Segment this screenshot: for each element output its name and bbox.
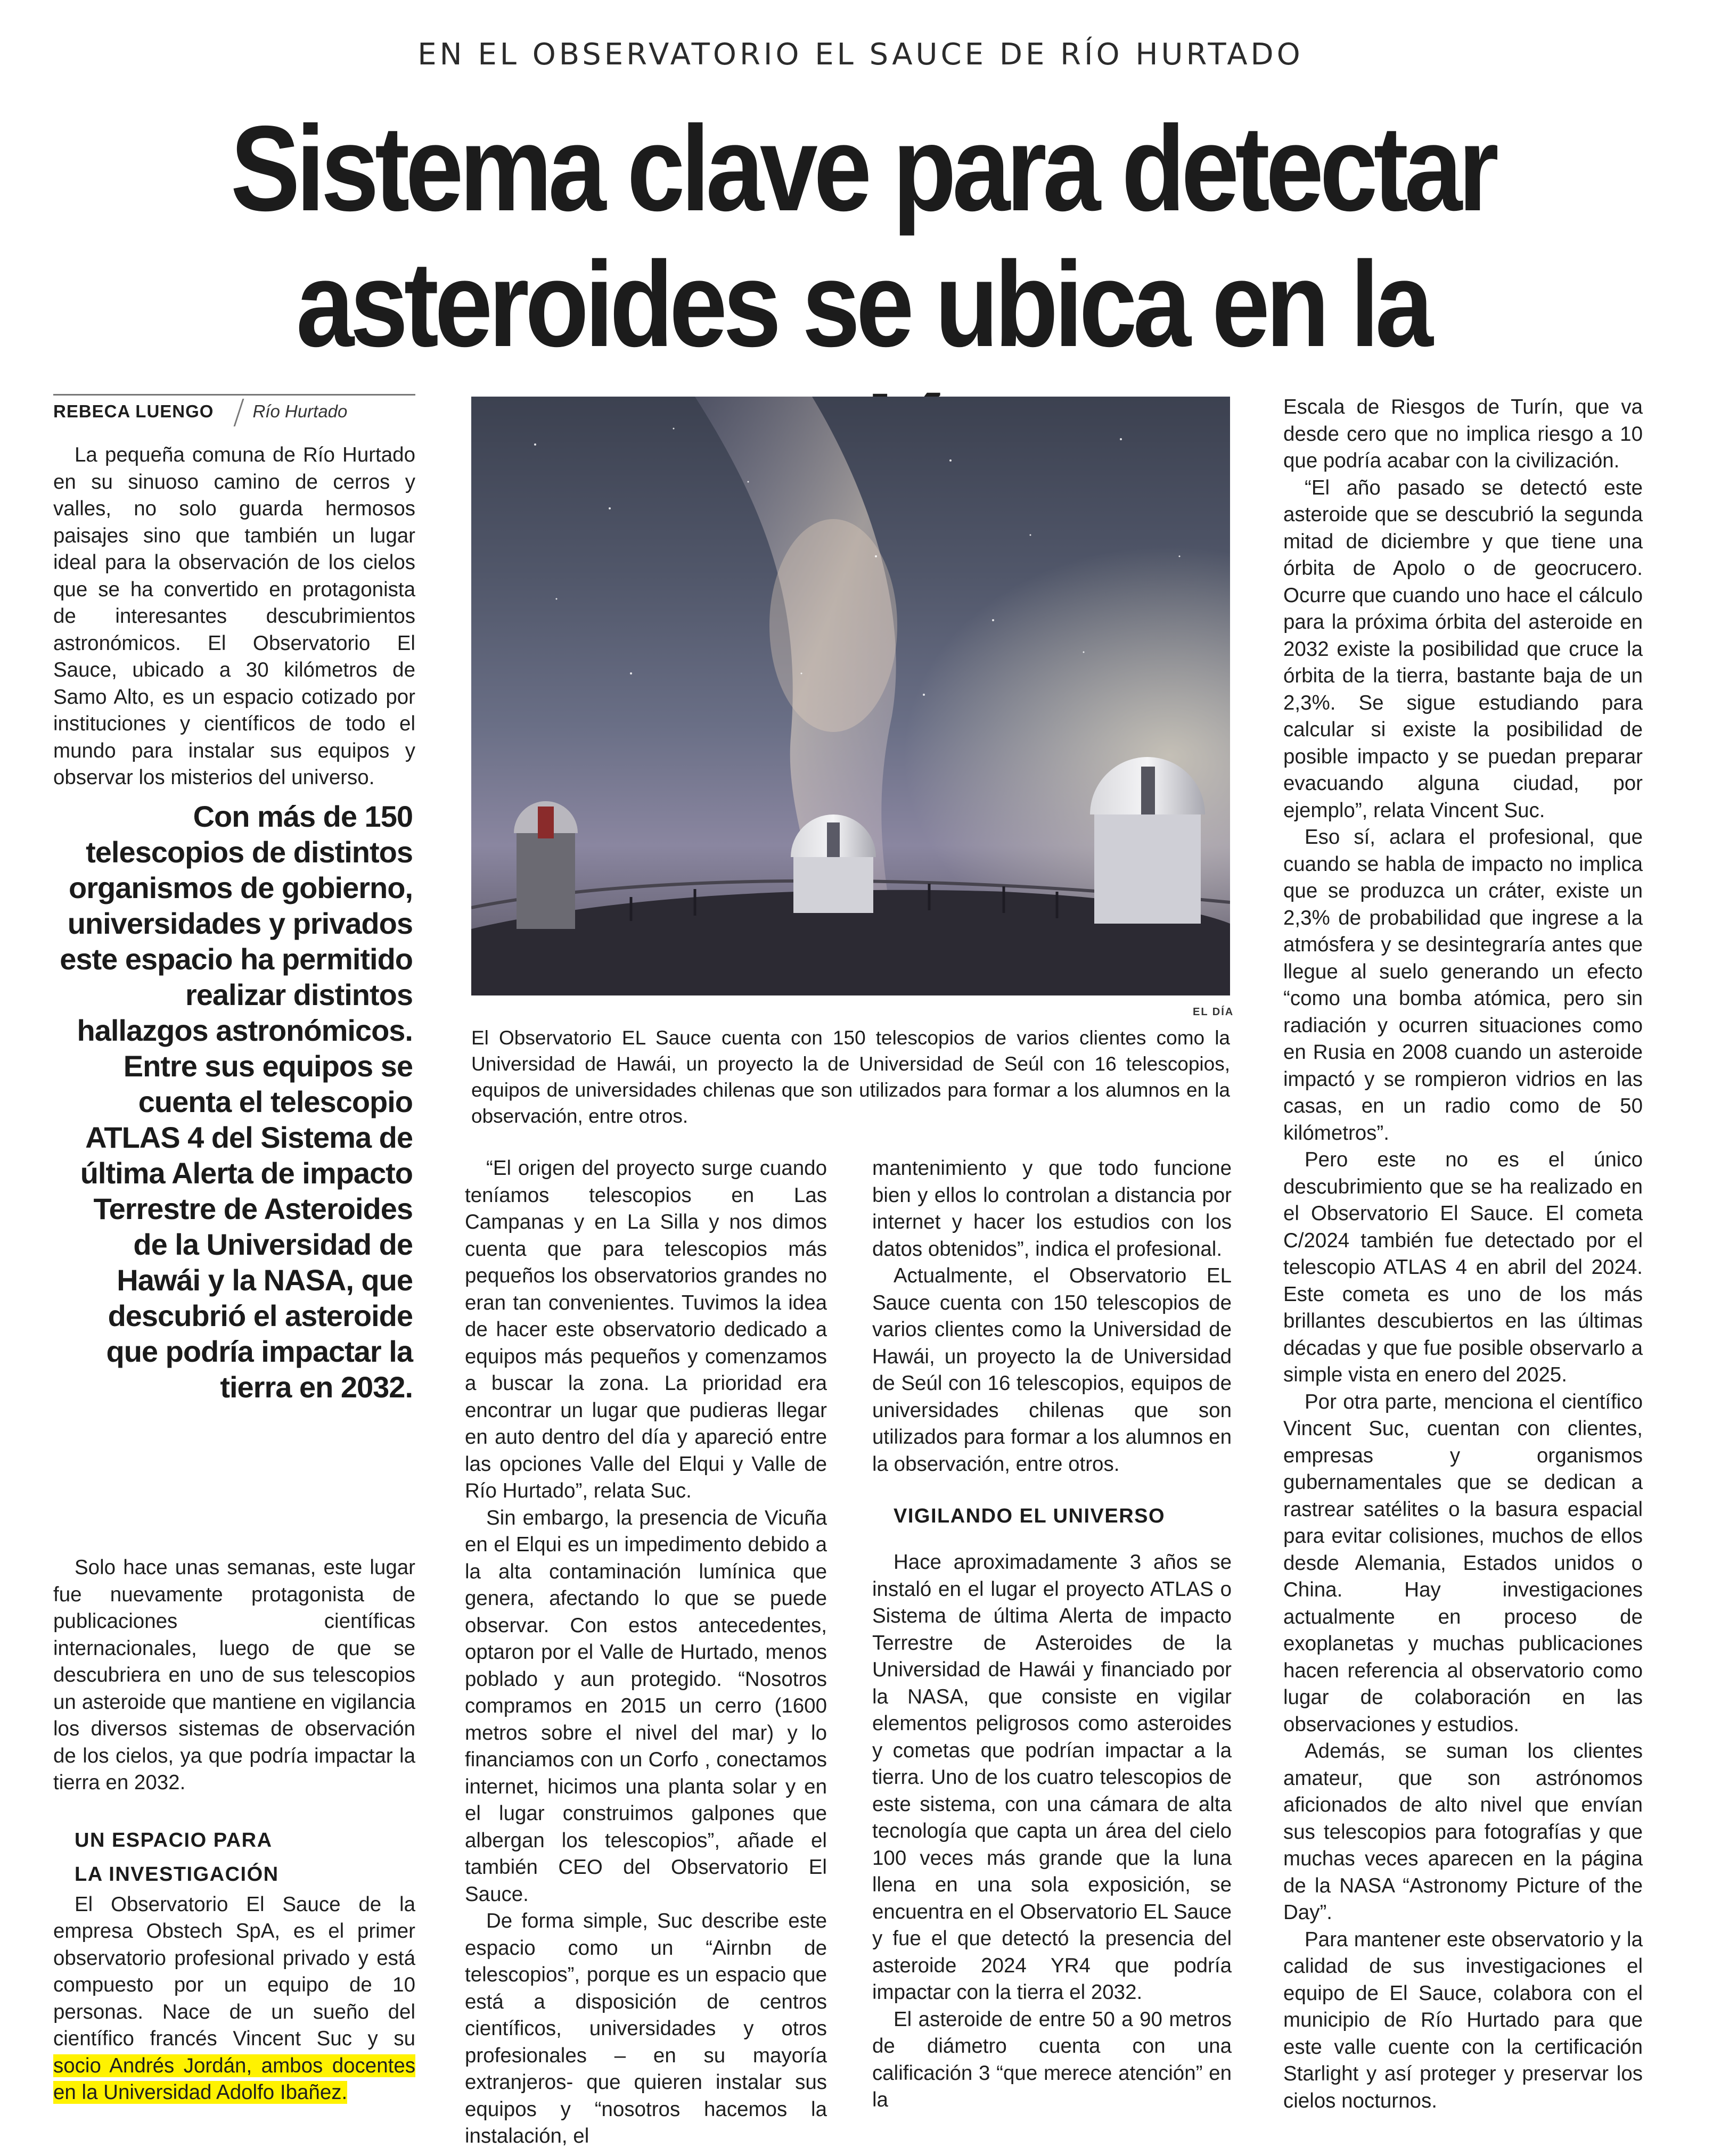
paragraph: Pero este no es el único descubrimiento que se ha realizado en el Observatorio El Sauce. El cometa C/2024 también fue detectado por el telescopio ATLAS 4 en abril del 2024. Este cometa es uno de los más brillantes descubiertos en las últimas décadas y que fue posible observarlo a simple vista en enero del 2025. — [1283, 1148, 1643, 1386]
kicker: EN EL OBSERVATORIO EL SAUCE DE RÍO HURTADO — [417, 37, 1304, 72]
paragraph: El asteroide de entre 50 a 90 metros de diámetro cuenta con una calificación 3 “que merece atención” en la — [872, 2007, 1232, 2111]
observatory-dome-right — [1090, 757, 1205, 924]
column-5 — [1283, 394, 1643, 2114]
paragraph — [53, 1891, 415, 2106]
subhead-research-line-1: UN ESPACIO PARA — [75, 1829, 273, 1851]
photo-caption: El Observatorio EL Sauce cuenta con 150 telescopios de varios clientes como la Universidad de Hawái, un proyecto la de Universidad de Seúl con 16 telescopios, equipos de universidades chilenas que son utilizados para formar a los alumnos en la observación, entre otros. — [471, 1027, 1230, 1127]
column-4 — [872, 1155, 1232, 2114]
paragraph: Además, se suman los clientes amateur, que son astrónomos aficionados de alto nivel que envían sus telescopios para fotografías y que muchas veces aparecen en la página de la NASA “Astronomy Picture of the Day”. — [1283, 1740, 1643, 1924]
night-sky-illustration — [471, 397, 1230, 995]
observatory-dome-left — [514, 801, 578, 929]
paragraph: Solo hace unas semanas, este lugar fue nuevamente protagonista de publicaciones científicas internacionales, luego de que se descubriera en uno de sus telescopios un asteroide que mantiene en vigilancia los diversos sistemas de observación de los cielos, ya que podría impactar la tierra en 2032. — [53, 1556, 415, 1794]
paragraph-text: El Observatorio El Sauce de la empresa Obstech SpA, es el primer observatorio profesional privado y está compuesto por un equipo de 10 personas. Nace de un sueño del científico francés Vincent Suc y su — [53, 1892, 415, 2050]
pull-quote: Con más de 150 telescopios de distintos organismos de gobierno, universidades y privados este espacio ha permitido realizar distintos hallazgos astronómicos. Entre sus equipos se cuenta el telescopio ATLAS 4 del Sistema de última Alerta de impacto Terrestre de Asteroides de la Universidad de Hawái y la NASA, que descubrió el asteroide que podría impactar la tierra en 2032. — [60, 800, 413, 1404]
paragraph: De forma simple, Suc describe este espacio como un “Airnbn de telescopios”, porque es un espacio que está a disposición de centros científicos, universidades y otros profesionales – en su mayoría extranjeros- que quieren instalar sus equipos y “nosotros hacemos la instalación, el — [465, 1910, 827, 2147]
column-3 — [465, 1155, 827, 2150]
paragraph: Por otra parte, menciona el científico Vincent Suc, cuentan con clientes, empresas y organismos gubernamentales que se dedican a rastrear satélites o la basura espacial para evitar colisiones, muchos de ellos desde Alemania, Estados unidos o China. Hay investigaciones actualmente en proceso de exoplanetas y muchas publicaciones hacen referencia al observatorio como lugar de colaboración en las observaciones y estudios. — [1283, 1390, 1643, 1736]
observatory-dome-center — [791, 814, 876, 913]
paragraph: mantenimiento y que todo funcione bien y ellos lo controlan a distancia por internet y hacer los estudios con los datos obtenidos”, indica el profesional. — [872, 1157, 1232, 1261]
byline-location: Río Hurtado — [252, 401, 348, 421]
headline-line-1: Sistema clave para detectar — [230, 101, 1495, 236]
photo-credit: EL DÍA — [1193, 1006, 1234, 1018]
byline-author: REBECA LUENGO — [53, 401, 214, 421]
paragraph: “El origen del proyecto surge cuando teníamos telescopios en Las Campanas y en La Silla y nos dimos cuenta que para telescopios más pequeños los observatorios grandes no eran tan convenientes. Tuvimos la idea de hacer este observatorio dedicado a equipos más pequeños y comenzamos a buscar la zona. La prioridad era encontrar un lugar que pudieras llegar en auto dentro del día y apareció entre las opciones Valle del Elqui y Valle de Río Hurtado”, relata Suc. — [465, 1157, 827, 1502]
paragraph: “El año pasado se detectó este asteroide que se descubrió la segunda mitad de diciembre y que tiene una órbita de Apolo o de geocrucero. Ocurre que cuando uno hace el cálculo para la próxima órbita del asteroide en 2032 existe la posibilidad que cruce la órbita de la tierra, bastante baja de un 2,3%. Se sigue estudiando para calcular si existe la posibilidad de posible impacto y se puedan preparar evacuando alguna ciudad, por ejemplo”, relata Vincent Suc. — [1283, 476, 1643, 822]
byline — [53, 394, 415, 427]
intro-paragraph: La pequeña comuna de Río Hurtado en su sinuoso camino de cerros y valles, no solo guarda hermosos paisajes sino que también un lugar ideal para la observación de los cielos que se ha convertido en protagonista de interesantes descubrimientos astronómicos. El Observatorio El Sauce, ubicado a 30 kilómetros de Samo Alto, es un espacio cotizado por instituciones y científicos de todo el mundo para instalar sus equipos y observar los misterios del universo. — [53, 443, 415, 789]
highlighted-text: socio Andrés Jordán, ambos docentes en la Universidad Adolfo Ibañez. — [53, 2054, 415, 2104]
column-1-intro — [53, 442, 415, 792]
paragraph: Hace aproximadamente 3 años se instaló en el lugar el proyecto ATLAS o Sistema de última Alerta de impacto Terrestre de Asteroides de la Universidad de Hawái y financiado por la NASA, que consiste en vigilar elementos peligrosos como asteroides y cometas que podrían impactar a la tierra. Uno de los cuatro telescopios de este sistema, con una cámara de alta tecnología que capta un área del cielo 100 veces más grande que la luna llena en una sola exposición, se encuentra en el Observatorio EL Sauce y fue el que detectó la presencia del asteroide 2024 YR4 que podría impactar con la tierra el 2032. — [872, 1551, 1232, 2004]
byline-separator — [234, 399, 244, 426]
paragraph: Para mantener este observatorio y la calidad de sus investigaciones el equipo de El Sauce, colabora con el municipio de Río Hurtado para que este valle cuente con la certificación Starlight y así proteger y preservar los cielos nocturnos. — [1283, 1928, 1643, 2112]
observatory-photo — [471, 397, 1230, 995]
column-1-body — [53, 1554, 415, 2106]
paragraph: Eso sí, aclara el profesional, que cuando se habla de impacto no implica que se produzca un cráter, existe un 2,3% de probabilidad que ingrese a la atmósfera y se desintegraría antes que llegue al suelo generando un efecto “como una bomba atómica, pero sin radiación y ocurren situaciones como en Rusia en 2008 cuando un asteroide impactó y se rompieron vidrios en las casas, en un radio como de 50 kilómetros”. — [1283, 826, 1643, 1145]
subhead-research-line-2: LA INVESTIGACIÓN — [75, 1863, 279, 1886]
headline-line-2: asteroides se ubica en la — [296, 237, 1429, 372]
paragraph: Escala de Riesgos de Turín, que va desde cero que no implica riesgo a 10 que podría acabar con la civilización. — [1283, 396, 1643, 472]
paragraph: Actualmente, el Observatorio EL Sauce cuenta con 150 telescopios de varios clientes como la Universidad de Hawái, un proyecto la de Universidad de Seúl con 16 telescopios, equipos de universidades chilenas que son utilizados para formar a los alumnos en la observación, entre otros. — [872, 1264, 1232, 1476]
subhead-watching-universe: VIGILANDO EL UNIVERSO — [894, 1505, 1166, 1527]
paragraph: Sin embargo, la presencia de Vicuña en el Elqui es un impedimento debido a la alta contaminación lumínica que genera, afectando lo que se puede observar. Con estos antecedentes, optaron por el Valle de Hurtado, menos poblado y aun protegido. “Nosotros compramos en 2015 un cerro (1600 metros sobre el nivel del mar) y lo financiamos con un Corfo , conectamos internet, hicimos una planta solar y en el lugar construimos galpones que albergan los telescopios”, añade el también CEO del Observatorio El Sauce. — [465, 1506, 827, 1906]
